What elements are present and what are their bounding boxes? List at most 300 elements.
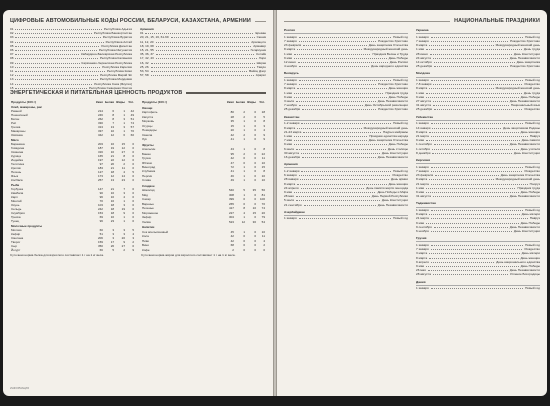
code-region: Республика Дагестан <box>101 43 132 48</box>
food-value: 165 <box>97 154 103 158</box>
food-name: Мороженое <box>142 210 159 215</box>
food-value: 3 <box>123 228 125 232</box>
food-value: 197 <box>97 158 103 162</box>
food-value: 214 <box>97 109 103 113</box>
holiday-date: 21 марта <box>416 216 429 221</box>
food-value: 41 <box>230 169 234 174</box>
food-value: 20 <box>230 128 234 133</box>
food-name: Треска <box>11 215 21 219</box>
food-value: 45 <box>230 229 234 234</box>
food-value: 0 <box>132 154 134 158</box>
codes-list-left <box>10 27 132 90</box>
dot-leader <box>432 127 501 129</box>
holiday-name: День Независимости <box>509 99 540 104</box>
food-value: 0 <box>132 174 134 178</box>
food-value: 57 <box>130 125 134 129</box>
holiday-name: Рождество Христово <box>378 107 408 112</box>
dot-leader <box>426 222 519 224</box>
dot-leader <box>433 195 508 197</box>
dot-leader <box>156 49 249 51</box>
food-name: Картофель <box>142 110 158 115</box>
food-value: 12 <box>110 133 115 137</box>
dot-leader <box>431 183 528 185</box>
food-value: 21 <box>110 187 115 191</box>
food-value: 23 <box>110 219 115 223</box>
food-value: 0 <box>254 215 256 220</box>
dot-leader <box>294 143 387 145</box>
footnote-protein: Суточная норма белка для взрослого составляет 1 г на 1 кг веса. <box>10 253 104 257</box>
country-divider <box>416 207 540 208</box>
country-name: Киргизия <box>416 157 431 162</box>
dot-leader <box>294 53 370 55</box>
food-value: 0 <box>132 195 134 199</box>
food-value: 26 <box>110 244 115 248</box>
food-name: Халва <box>142 219 151 224</box>
holiday-date: 7 мая <box>284 138 293 143</box>
holiday-date: 25 декабря <box>416 64 433 69</box>
holiday-name: Рождество <box>392 173 408 178</box>
holiday-date: 28 июня <box>416 51 428 56</box>
table-header-cell: Белки <box>235 100 246 105</box>
food-value: 203 <box>97 142 103 146</box>
holiday-name: День женщин <box>388 181 408 186</box>
food-value: 70 <box>261 201 265 206</box>
food-value: 1 <box>243 169 246 174</box>
dot-leader <box>430 53 512 55</box>
code-number: 03 <box>10 35 14 40</box>
holiday-row <box>416 64 540 68</box>
food-name: Горбуша <box>11 187 23 191</box>
table-header-cell: Жиры <box>247 100 256 105</box>
food-value: 10 <box>110 129 115 133</box>
food-value: 0 <box>254 234 256 239</box>
food-table-left <box>10 100 135 252</box>
dot-leader <box>431 166 523 168</box>
food-value: 96 <box>99 219 103 223</box>
dot-leader <box>156 57 257 59</box>
holiday-name: Успение Богородицы <box>509 272 540 277</box>
food-value: 1 <box>243 137 246 142</box>
food-name: Пиво <box>142 238 150 243</box>
dot-leader <box>303 44 367 46</box>
dot-leader <box>431 79 523 81</box>
dot-leader <box>301 122 391 124</box>
food-name: Ржаной <box>11 109 22 113</box>
food-value: 1 <box>243 215 246 220</box>
dot-leader <box>301 170 391 172</box>
holiday-date: 1-2 января <box>284 121 300 126</box>
holiday-name: День Конституции <box>513 150 540 155</box>
holiday-name: Праздник Весны и Труда <box>372 51 408 56</box>
food-value: 2 <box>263 243 265 248</box>
food-value: 1 <box>243 165 246 170</box>
holiday-date: 8 марта <box>284 86 296 91</box>
holiday-name: День Победы <box>520 189 540 194</box>
code-region: Республика Адыгея <box>103 27 132 31</box>
food-value: 80 <box>230 110 234 115</box>
holiday-date: 7 января <box>416 38 429 43</box>
food-value: 60 <box>99 228 103 232</box>
food-value: 1 <box>243 178 246 183</box>
food-value: 0 <box>254 165 256 170</box>
food-value: 0 <box>243 156 246 161</box>
left-page <box>3 10 273 396</box>
dot-leader <box>151 70 248 72</box>
food-value: 96 <box>99 195 103 199</box>
dot-leader <box>297 127 361 129</box>
holiday-name: Рождество Христово <box>510 38 540 43</box>
food-value: 337 <box>97 129 103 133</box>
food-value: 11 <box>121 166 125 170</box>
food-value: 262 <box>97 117 103 121</box>
holiday-name: Новый год <box>525 164 540 169</box>
holiday-date: 5 июля <box>284 198 295 203</box>
dot-leader <box>431 36 523 38</box>
food-value: 35 <box>230 119 234 124</box>
food-group: Напитки <box>142 225 155 230</box>
food-value: 1 <box>243 147 246 152</box>
food-value: 54 <box>261 219 265 224</box>
dot-leader <box>299 104 363 106</box>
food-value: 69 <box>99 215 103 219</box>
dot-leader <box>426 48 522 50</box>
holiday-row <box>416 229 540 233</box>
food-name: Капуста <box>142 114 154 119</box>
holiday-name: День Конституции <box>381 198 408 203</box>
food-group: Хлеб, макароны, рис <box>11 105 43 109</box>
food-value: 12 <box>121 146 125 150</box>
food-name: Груша <box>142 156 151 161</box>
food-value: 74 <box>130 121 134 125</box>
food-group: Фрукты <box>142 142 154 147</box>
dot-leader <box>294 135 367 137</box>
food-value: 540 <box>228 188 234 193</box>
dot-leader <box>434 65 508 67</box>
food-value: 90 <box>99 191 103 195</box>
food-name: Свинина <box>11 150 24 154</box>
food-value: 16 <box>110 215 115 219</box>
table-row <box>141 247 266 252</box>
code-number: 01 <box>140 31 144 36</box>
holiday-name: Новый год <box>525 286 540 291</box>
food-value: 18 <box>261 110 265 115</box>
food-value: 21 <box>110 166 115 170</box>
holiday-date: 21 марта <box>416 181 429 186</box>
food-value: 17 <box>110 240 115 244</box>
food-value: 0 <box>254 151 256 156</box>
holiday-date: 9 мая <box>284 189 293 194</box>
food-value: 18 <box>110 203 115 207</box>
holiday-name: День учителя <box>520 146 540 151</box>
code-number: 07 <box>10 52 14 57</box>
food-value: 308 <box>228 192 234 197</box>
food-name: Батон <box>11 117 20 121</box>
food-value: 0 <box>243 247 246 252</box>
food-value: 0 <box>254 156 256 161</box>
food-value: 3 <box>123 191 125 195</box>
food-value: 20 <box>261 210 265 215</box>
food-value: 42 <box>130 109 134 113</box>
holiday-name: День памяти жертв геноцида <box>366 185 408 190</box>
food-name: Вино <box>142 243 150 248</box>
holiday-date: 1 января <box>284 34 297 39</box>
dot-leader <box>426 191 519 193</box>
holiday-name: Международный женский день <box>495 43 540 48</box>
code-number: 17, 42, 43 <box>140 56 154 61</box>
food-name: Лук <box>142 137 147 142</box>
holiday-date: 9 апреля <box>416 259 429 264</box>
food-value: 3 <box>112 228 115 232</box>
food-value: 8 <box>112 117 115 121</box>
food-value: 0 <box>254 114 256 119</box>
holiday-name: Наурыз мейрамы <box>382 129 408 134</box>
energy-section-title: ЭНЕРГЕТИЧЕСКАЯ И ПИТАТЕЛЬНАЯ ЦЕННОСТЬ ПРОДУКТОВ <box>10 90 266 96</box>
food-name: Клубника <box>142 169 156 174</box>
holiday-date: 8 марта <box>416 43 428 48</box>
holiday-row <box>284 155 408 159</box>
food-name: Кролик <box>11 166 21 170</box>
food-value: 21 <box>110 154 115 158</box>
food-name: Рис <box>11 121 17 125</box>
food-value: 0 <box>254 147 256 152</box>
dot-leader <box>145 32 253 34</box>
right-page <box>277 10 547 396</box>
food-value: 8 <box>243 206 246 211</box>
dot-leader <box>151 66 255 68</box>
food-value: 4 <box>132 232 134 236</box>
food-value: 3 <box>123 232 125 236</box>
food-value: 60 <box>130 133 134 137</box>
holiday-date: 8 марта <box>416 212 428 217</box>
code-region: Республика Башкортостан <box>93 31 132 36</box>
holiday-date: 3 июля <box>284 99 295 104</box>
holiday-name: День столицы <box>387 146 408 151</box>
food-name: Телятина <box>11 162 24 166</box>
dot-leader <box>301 152 380 154</box>
country-name: Беларусь <box>284 71 299 76</box>
holiday-name: День народного единства <box>371 64 408 69</box>
holiday-date: 27 августа <box>416 99 431 104</box>
food-name: Язык <box>11 174 19 178</box>
food-value: 9 <box>263 132 265 137</box>
food-value: 153 <box>97 211 103 215</box>
food-value: 0 <box>132 244 134 248</box>
food-value: 19 <box>121 207 125 211</box>
dot-leader <box>297 183 386 185</box>
holiday-name: День женщин <box>388 86 408 91</box>
dot-leader <box>15 83 92 85</box>
dot-leader <box>433 100 508 102</box>
code-region: Республика Калмыкия <box>99 56 132 61</box>
holiday-row <box>416 272 540 276</box>
food-value: 81 <box>261 192 265 197</box>
holiday-date: 9 мая <box>416 138 425 143</box>
holiday-date: 8 марта <box>416 129 428 134</box>
code-number: 18, 19, 68 <box>140 43 154 48</box>
code-region: Кабардино-Балкарская Республика <box>81 52 132 57</box>
food-value: 330 <box>97 121 103 125</box>
food-value: 3 <box>132 236 134 240</box>
food-value: 35 <box>252 188 256 193</box>
holiday-name: Новый год <box>525 121 540 126</box>
country-divider <box>416 241 540 242</box>
country-divider <box>416 77 540 78</box>
dot-leader <box>15 62 79 64</box>
food-value: 4 <box>243 210 246 215</box>
dot-leader <box>431 261 494 263</box>
code-number: 13 <box>10 77 14 82</box>
holiday-date: 21 марта <box>416 133 429 138</box>
dot-leader <box>15 28 101 30</box>
code-number: 01 <box>10 27 14 31</box>
dot-leader <box>304 204 376 206</box>
code-region: Сюник <box>256 35 266 40</box>
footnote-fat: Суточная норма жиров для взрослого составляет 1 г на 1 кг веса. <box>141 253 236 257</box>
food-value: 16 <box>110 199 115 203</box>
food-value: 242 <box>97 207 103 211</box>
holiday-name: День Победы <box>388 55 408 60</box>
dot-leader <box>15 74 98 76</box>
dot-leader <box>429 87 493 89</box>
food-value: 10 <box>261 178 265 183</box>
food-value: 27 <box>121 150 125 154</box>
food-value: 12 <box>110 174 115 178</box>
food-value: 7 <box>112 121 115 125</box>
food-value: 2 <box>243 132 246 137</box>
holiday-date: 28 января <box>284 177 299 182</box>
code-region: Ереван <box>255 31 266 36</box>
food-value: 0 <box>132 158 134 162</box>
holiday-name: День защитника Отечества <box>368 43 408 48</box>
dot-leader <box>15 78 97 80</box>
holiday-name: День Независимости <box>509 194 540 199</box>
food-name: Скумбрия <box>11 211 25 215</box>
holiday-name: День Независимости <box>509 55 540 60</box>
dot-leader <box>15 49 96 51</box>
food-value: 10 <box>261 229 265 234</box>
food-value: 27 <box>121 244 125 248</box>
food-value: 3 <box>123 117 125 121</box>
food-value: 18 <box>110 211 115 215</box>
food-value: 72 <box>230 165 234 170</box>
holiday-name: Нооруз <box>529 181 540 186</box>
food-value: 1 <box>243 229 246 234</box>
code-number: 16, 32 <box>140 60 149 65</box>
food-value: 523 <box>228 219 234 224</box>
holiday-date: 16 декабря <box>284 154 301 159</box>
holiday-date: 1 октября <box>416 146 430 151</box>
dot-leader <box>294 96 387 98</box>
food-value: 8 <box>123 154 125 158</box>
food-value: 13 <box>110 125 115 129</box>
food-name: Молоко <box>11 228 22 232</box>
holiday-date: 1 января <box>416 34 429 39</box>
food-name: Кофе <box>142 247 150 252</box>
holiday-name: День Победы <box>520 94 540 99</box>
holiday-row <box>284 216 408 220</box>
food-value: 0 <box>132 215 134 219</box>
holiday-name: День армии <box>390 177 408 182</box>
food-value: 70 <box>99 199 103 203</box>
food-name: Слива <box>142 178 151 183</box>
country-divider <box>416 33 540 34</box>
dot-leader <box>431 244 523 246</box>
holiday-name: Новый год <box>393 121 408 126</box>
code-number: 10 <box>10 64 14 69</box>
food-table-right <box>141 100 266 252</box>
dot-leader <box>296 199 380 201</box>
holiday-date: 1 сентября <box>416 142 432 147</box>
food-value: 0 <box>132 146 134 150</box>
holiday-date: 28 августа <box>416 272 431 277</box>
holiday-date: 1 мая <box>416 185 425 190</box>
dot-leader <box>15 70 105 72</box>
food-value: 0 <box>254 247 256 252</box>
food-value: 43 <box>230 147 234 152</box>
food-name: Курица <box>11 154 21 158</box>
food-value: 10 <box>261 160 265 165</box>
food-value: 0 <box>132 199 134 203</box>
holidays-title: НАЦИОНАЛЬНЫЕ ПРАЗДНИКИ <box>284 18 540 24</box>
dot-leader <box>15 45 99 47</box>
holiday-date: 1 мая <box>416 90 425 95</box>
food-value: 3 <box>123 125 125 129</box>
holiday-date: 14 января <box>416 125 431 130</box>
dot-leader <box>303 131 381 133</box>
code-region: Котайк <box>256 52 266 57</box>
code-region: Республика Алтай <box>105 39 132 44</box>
holiday-name: День Победы <box>388 142 408 147</box>
food-name: Печень <box>11 170 22 174</box>
food-value: 2 <box>243 110 246 115</box>
food-name: Овсянка <box>11 133 23 137</box>
dot-leader <box>15 66 100 68</box>
holiday-name: День национального единства <box>496 259 540 264</box>
food-value: 8 <box>263 119 265 124</box>
holiday-name: Навруз <box>529 133 540 138</box>
food-value: 0 <box>254 160 256 165</box>
holiday-date: 1 января <box>416 286 429 291</box>
dot-leader <box>426 139 520 141</box>
holiday-name: День Конституции <box>513 51 540 56</box>
food-value: 0 <box>254 243 256 248</box>
dot-leader <box>431 122 523 124</box>
dot-leader <box>151 62 255 64</box>
food-value: 1 <box>243 123 246 128</box>
holiday-date: 24 августа <box>416 55 431 60</box>
code-number: 35, 36, 37 <box>140 52 154 57</box>
food-value: 0 <box>243 201 246 206</box>
dot-leader <box>432 148 519 150</box>
holiday-name: Международный женский день <box>495 177 540 182</box>
dot-leader <box>302 108 376 110</box>
food-value: 9 <box>123 211 125 215</box>
holiday-row <box>284 107 408 111</box>
holiday-date: 25 декабря <box>284 107 301 112</box>
food-value: 6 <box>112 109 115 113</box>
dot-leader <box>299 79 391 81</box>
holiday-name: День Победы <box>520 220 540 225</box>
holiday-row <box>416 107 540 111</box>
dot-leader <box>151 74 254 76</box>
dot-leader <box>15 57 97 59</box>
food-name: Сметана <box>11 236 24 240</box>
food-name: Сыр <box>11 244 17 248</box>
food-value: 46 <box>230 173 234 178</box>
food-value: 0 <box>132 191 134 195</box>
country-name: Дания <box>416 279 426 284</box>
food-value: 3 <box>123 203 125 207</box>
